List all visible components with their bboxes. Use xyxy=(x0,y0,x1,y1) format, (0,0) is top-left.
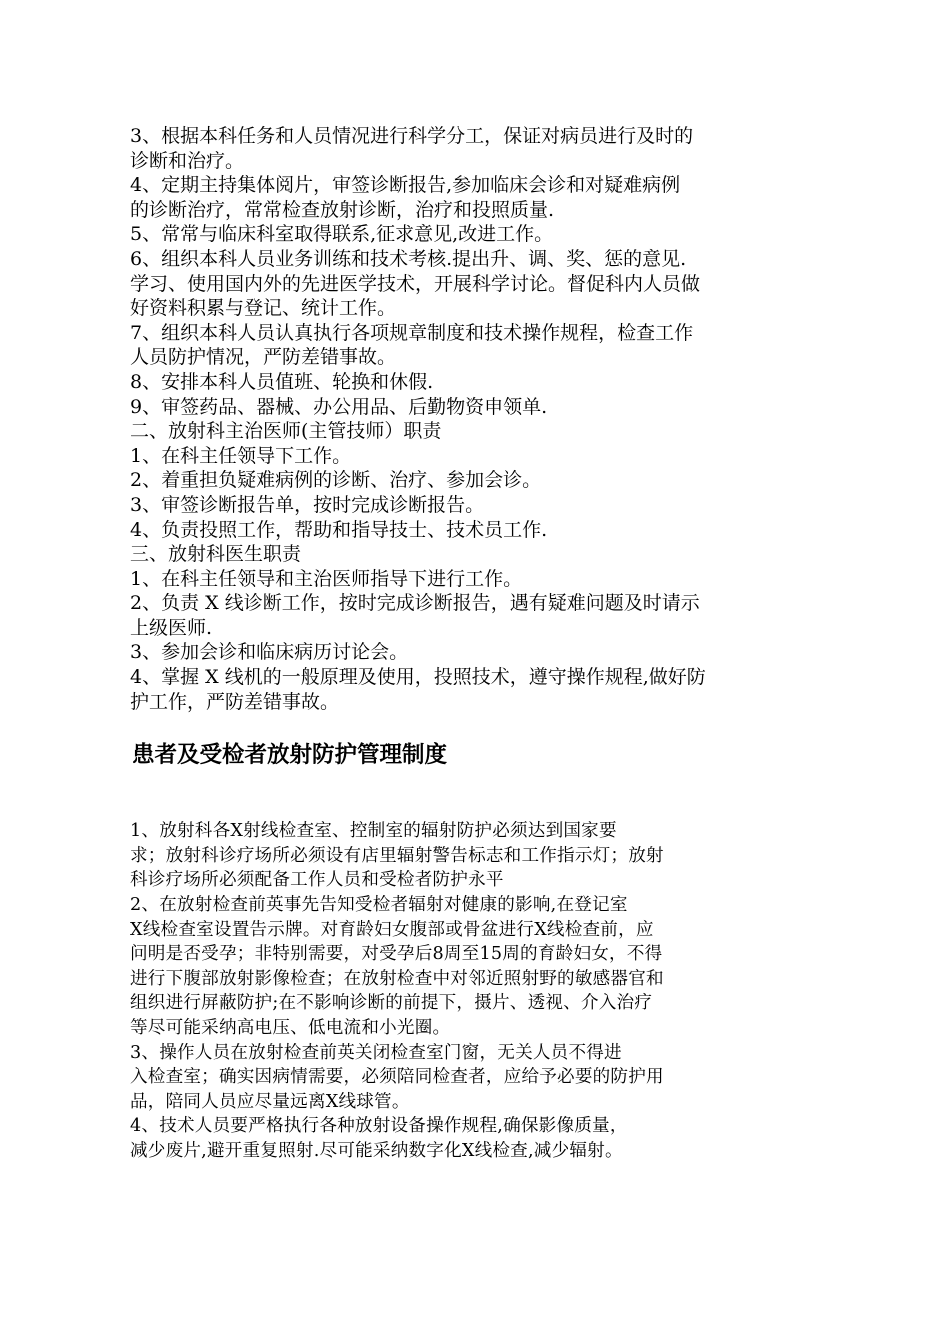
text-line: 4、定期主持集体阅片，审签诊断报告,参加临床会诊和对疑难病例 xyxy=(130,174,681,197)
text-line: 3、操作人员在放射检查前英关闭检查室门窗，无关人员不得进 xyxy=(130,1042,622,1063)
text-line: 3、参加会诊和临床病历讨论会。 xyxy=(130,641,409,664)
text-line: 3、审签诊断报告单，按时完成诊断报告。 xyxy=(130,493,485,516)
text-line: 好资料积累与登记、统计工作。 xyxy=(130,297,397,320)
text-line: 组织进行屏蔽防护;在不影响诊断的前提下，摄片、透视、介入治疗 xyxy=(130,993,653,1014)
text-line: 护工作，严防差错事故。 xyxy=(130,690,340,713)
text-line: 的诊断治疗，常常检查放射诊断，治疗和投照质量. xyxy=(130,198,555,221)
text-line: 等尽可能采纳高电压、低电流和小光圈。 xyxy=(130,1018,451,1038)
text-line: 8、安排本科人员值班、轮换和休假. xyxy=(130,370,434,393)
text-line: 学习、使用国内外的先进医学技术，开展科学讨论。督促科内人员做 xyxy=(130,272,701,295)
text-line: 品，陪同人员应尽量远离X线球管。 xyxy=(130,1091,410,1112)
text-line: 5、常常与临床科室取得联系,征求意见,改进工作。 xyxy=(130,223,554,246)
text-line: 上级医师. xyxy=(130,616,213,639)
text-line: 2、着重担负疑难病例的诊断、治疗、参加会诊。 xyxy=(130,469,542,492)
text-line: 7、组织本科人员认真执行各项规章制度和技术操作规程，检查工作 xyxy=(130,321,694,344)
text-line: 1、在科主任领导下工作。 xyxy=(130,444,352,467)
duties-section xyxy=(130,124,810,714)
text-line: 入检查室；确实因病情需要，必须陪同检查者，应给予必要的防护用 xyxy=(130,1067,664,1088)
text-line: 3、根据本科任务和人员情况进行科学分工，保证对病员进行及时的 xyxy=(130,125,694,147)
text-line: 问明是否受孕；非特别需要，对受孕后8周至15周的育龄妇女，不得 xyxy=(130,944,663,965)
text-line: 9、审签药品、器械、办公用品、后勤物资申领单. xyxy=(130,395,548,418)
section-title: 二、放射科主治医师(主管技师）职责 xyxy=(130,420,442,443)
text-line: 人员防护情况，严防差错事故。 xyxy=(130,346,397,369)
protection-policy-section xyxy=(130,819,810,1163)
text-line: X线检查室设置告示牌。对育龄妇女腹部或骨盆进行X线检查前，应 xyxy=(130,919,654,940)
text-line: 1、放射科各X射线检查室、控制室的辐射防护必须达到国家要 xyxy=(130,821,617,842)
text-line: 减少废片,避开重复照射.尽可能采纳数字化X线检查,减少辐射。 xyxy=(130,1140,623,1161)
text-line: 4、负责投照工作，帮助和指导技士、技术员工作. xyxy=(130,518,548,541)
text-line: 求；放射科诊疗场所必须设有店里辐射警告标志和工作指示灯；放射 xyxy=(130,845,664,866)
text-line: 4、掌握 X 线机的一般原理及使用，投照技术，遵守操作规程,做好防 xyxy=(130,666,706,689)
text-line: 进行下腹部放射影像检查；在放射检查中对邻近照射野的敏感器官和 xyxy=(130,968,664,989)
text-line: 6、组织本科人员业务训练和技术考核.提出升、调、奖、惩的意见. xyxy=(130,247,687,270)
text-line: 1、在科主任领导和主治医师指导下进行工作。 xyxy=(130,567,523,590)
section-title: 三、放射科医生职责 xyxy=(130,543,302,566)
text-line: 2、负责 X 线诊断工作，按时完成诊断报告，遇有疑难问题及时请示 xyxy=(130,592,700,615)
text-line: 科诊疗场所必须配备工作人员和受检者防护永平 xyxy=(130,870,504,891)
text-line: 4、技术人员要严格执行各种放射设备操作规程,确保影像质量， xyxy=(130,1116,628,1137)
document-page xyxy=(130,124,810,1164)
document-heading: 患者及受检者放射防护管理制度 xyxy=(132,742,448,769)
text-line: 诊断和治疗。 xyxy=(130,149,245,172)
text-line: 2、在放射检查前英事先告知受检者辐射对健康的影响,在登记室 xyxy=(130,895,628,916)
